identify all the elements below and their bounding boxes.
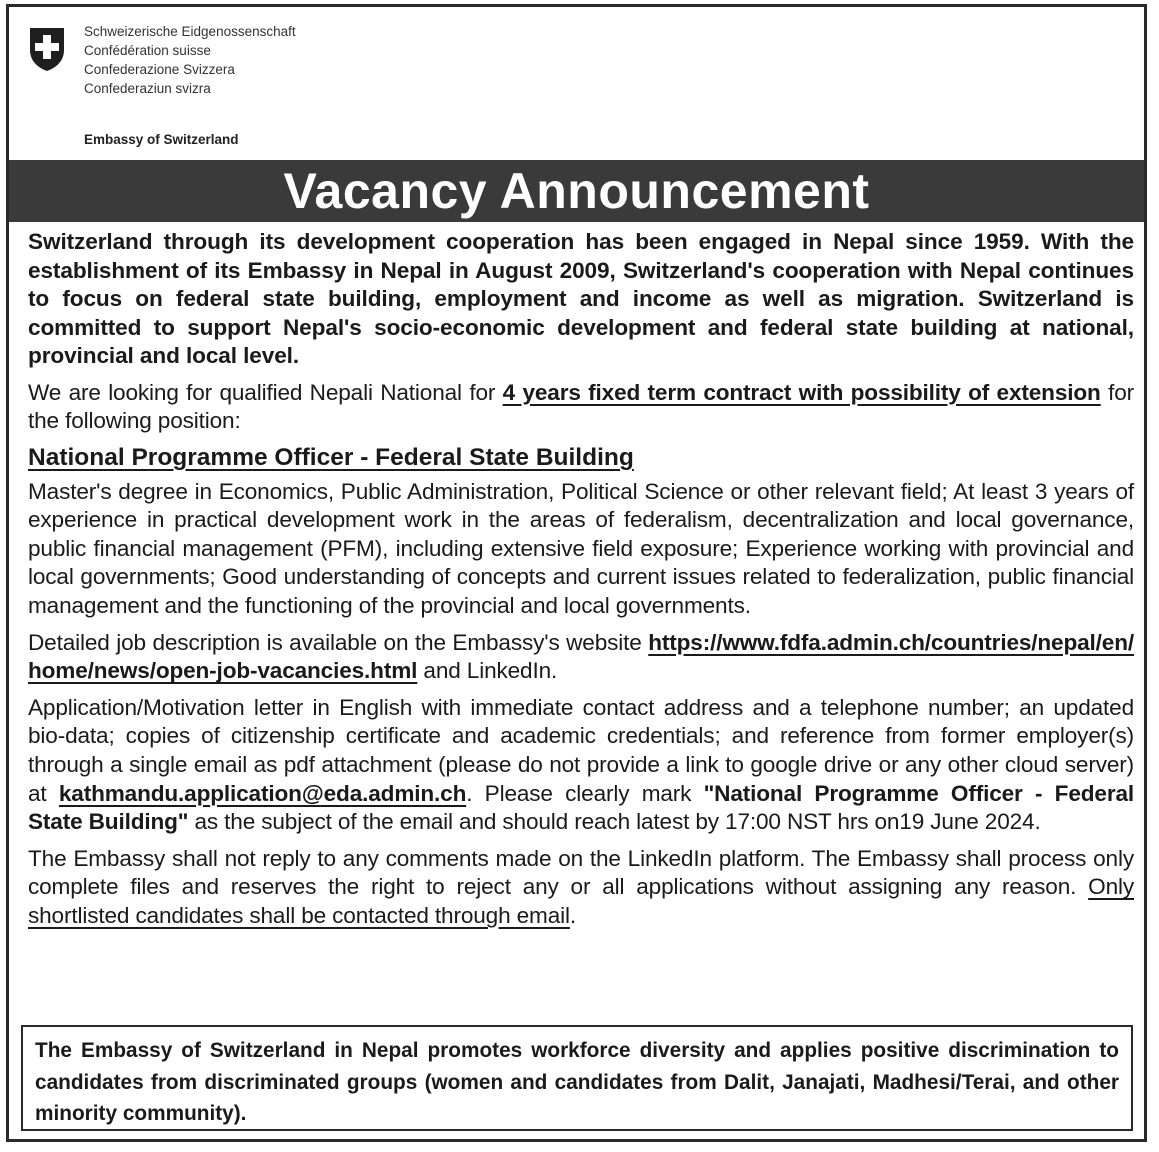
job-description-paragraph — [28, 629, 1134, 686]
shortlist-note: Only shortlisted candidates shall be contacted through email — [28, 874, 1134, 928]
job-description-prefix: Detailed job description is available on the Embassy's website — [28, 629, 649, 655]
application-text-1: Application/Motivation letter in English with immediate contact address and a telephone number; an updated bio-data; copies of citizenship certificate and academic credentials; and reference from former employer(s) through a single email as pdf attachment (please do not provide a link to google drive or any other cloud server) at — [28, 694, 1134, 806]
embassy-label: Embassy of Switzerland — [84, 132, 239, 147]
email-subject: "National Programme Officer - Federal State Building" — [28, 780, 1135, 835]
looking-suffix: for the following position: — [28, 379, 1134, 434]
diversity-notice: The Embassy of Switzerland in Nepal promotes workforce diversity and applies positive discrimination to candidates from discriminated groups (women and candidates from Dalit, Janajati, Madhesi/Terai, and other minority community). — [21, 1025, 1133, 1131]
federation-names — [84, 22, 296, 98]
announcement-body — [28, 228, 1134, 931]
job-description-suffix: and LinkedIn. — [417, 658, 558, 684]
swiss-cross-shield-icon — [28, 26, 66, 72]
application-text-2: . Please clearly mark — [466, 780, 704, 806]
looking-prefix: We are looking for qualified Nepali National for — [28, 379, 503, 405]
looking-for-paragraph — [28, 379, 1134, 436]
closing-text: The Embassy shall not reply to any comments made on the LinkedIn platform. The Embassy shall process only complete files and reserves the right to reject any or all applications without assigning any reason. — [28, 845, 1134, 900]
requirements-paragraph: Master's degree in Economics, Public Administration, Political Science or other relevant field; At least 3 years of experience in practical development work in the areas of federalism, decentralization and local governance, public financial management (PFM), including extensive field exposure; Experience working with provincial and local governments; Good understanding of concepts and current issues related to federalization, public financial management and the functioning of the provincial and local governments. — [28, 478, 1134, 619]
letterhead — [12, 8, 1145, 158]
closing-end: . — [569, 903, 577, 928]
application-text-3: as the subject of the email and should reach latest by 17:00 NST hrs on19 June 2024. — [188, 809, 1041, 835]
position-title — [28, 442, 1134, 474]
vacancy-banner: Vacancy Announcement — [9, 160, 1144, 222]
application-paragraph — [28, 694, 1134, 837]
federation-name-fr: Confédération suisse — [84, 43, 211, 58]
federation-name-de: Schweizerische Eidgenossenschaft — [84, 24, 296, 39]
federation-name-rm: Confederaziun svizra — [84, 81, 211, 96]
application-email-link[interactable]: kathmandu.application@eda.admin.ch — [58, 780, 467, 806]
intro-paragraph: Switzerland through its development cooperation has been engaged in Nepal since 1959. With the establishment of its Embassy in Nepal in August 2009, Switzerland's cooperation with Nepal continues to focus on federal state building, employment and income as well as migration. Switzerland is committed to support Nepal's socio-economic development and federal state building at national, provincial and local level. — [28, 229, 1134, 368]
contract-terms: 4 years fixed term contract with possibility of extension — [502, 379, 1101, 405]
position-title-text: National Programme Officer - Federal State Building — [28, 443, 634, 471]
federation-name-it: Confederazione Svizzera — [84, 62, 235, 77]
job-vacancies-link[interactable]: https://www.fdfa.admin.ch/countries/nepal/en/home/news/open-job-vacancies.html — [28, 629, 1134, 684]
closing-paragraph — [28, 845, 1134, 931]
